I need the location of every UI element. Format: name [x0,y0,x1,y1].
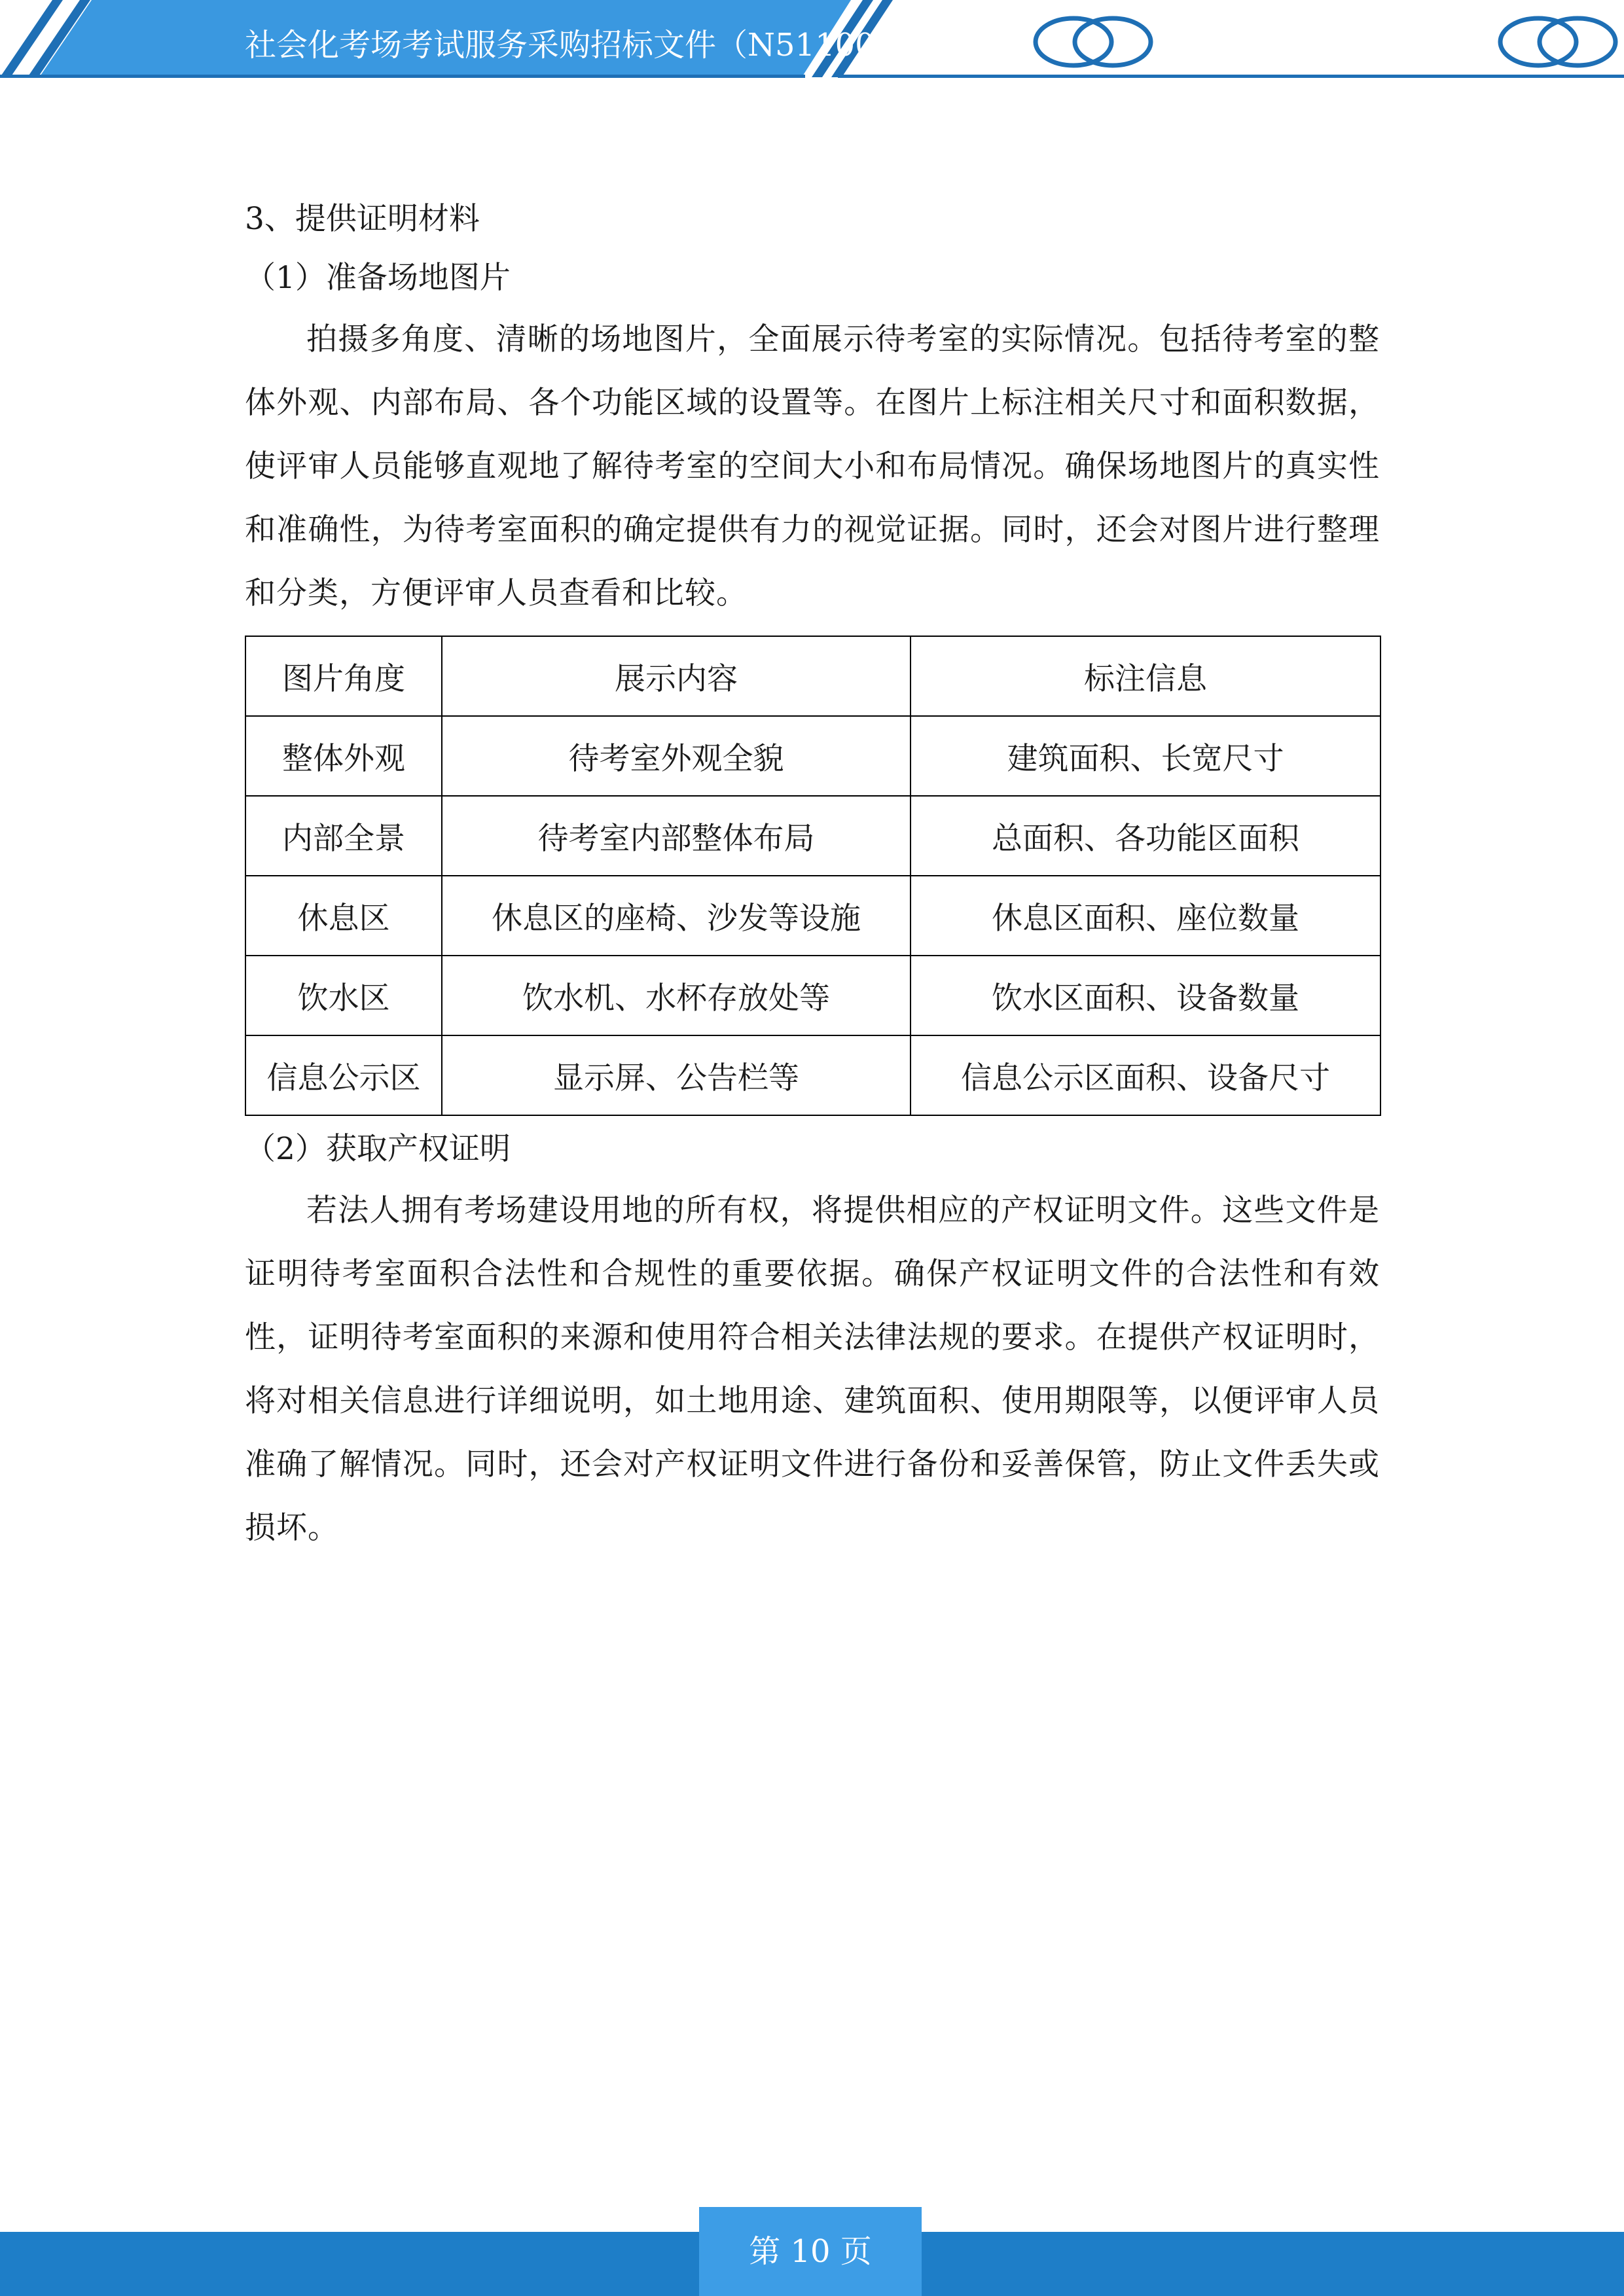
subsection-heading-property-proof: （2）获取产权证明 [245,1131,511,1167]
table-cell: 待考室外观全貌 [442,716,911,796]
interlocked-rings-logo-icon [1028,10,1159,73]
header-title: 社会化考场考试服务采购招标文件（N511000 [245,27,895,63]
photo-info-table [245,636,1381,1116]
table-cell: 信息公示区面积、设备尺寸 [911,1035,1380,1115]
table-cell: 休息区面积、座位数量 [911,876,1380,956]
table-header-cell: 图片角度 [245,636,442,716]
table-header-row [245,636,1380,716]
table-cell: 饮水区 [245,956,442,1035]
table-row [245,1035,1380,1115]
table-cell: 饮水区面积、设备数量 [911,956,1380,1035]
interlocked-rings-logo-icon-right [1492,10,1623,73]
table-header-cell: 展示内容 [442,636,911,716]
table-cell: 建筑面积、长宽尺寸 [911,716,1380,796]
paragraph-site-photos: 拍摄多角度、清晰的场地图片，全面展示待考室的实际情况。包括待考室的整体外观、内部布局、各个功能区域的设置等。在图片上标注相关尺寸和面积数据，使评审人员能够直观地了解待考室的空间大小和布局情况。确保场地图片的真实性和准确性，为待考室面积的确定提供有力的视觉证据。同时，还会对图片进行整理和分类，方便评审人员查看和比较。 [245,321,1380,611]
table-row [245,956,1380,1035]
subsection-heading-site-photos: （1）准备场地图片 [245,260,511,296]
table-cell: 信息公示区 [245,1035,442,1115]
table-cell: 饮水机、水杯存放处等 [442,956,911,1035]
section-heading: 3、提供证明材料 [245,201,480,237]
table-row [245,876,1380,956]
table-row [245,796,1380,876]
table-cell: 内部全景 [245,796,442,876]
table-cell: 待考室内部整体布局 [442,796,911,876]
table-cell: 显示屏、公告栏等 [442,1035,911,1115]
table-cell: 休息区 [245,876,442,956]
table-cell: 休息区的座椅、沙发等设施 [442,876,911,956]
page-header [0,0,1624,82]
page-number: 第 10 页 [699,2207,922,2296]
table-cell: 整体外观 [245,716,442,796]
paragraph-property-proof: 若法人拥有考场建设用地的所有权，将提供相应的产权证明文件。这些文件是证明待考室面积合法性和合规性的重要依据。确保产权证明文件的合法性和有效性，证明待考室面积的来源和使用符合相关法律法规的要求。在提供产权证明时，将对相关信息进行详细说明，如土地用途、建筑面积、使用期限等，以便评审人员准确了解情况。同时，还会对产权证明文件进行备份和妥善保管，防止文件丢失或损坏。 [245,1193,1380,1546]
table-header-cell: 标注信息 [911,636,1380,716]
document-body [245,190,1380,1560]
table-cell: 总面积、各功能区面积 [911,796,1380,876]
table-row [245,716,1380,796]
